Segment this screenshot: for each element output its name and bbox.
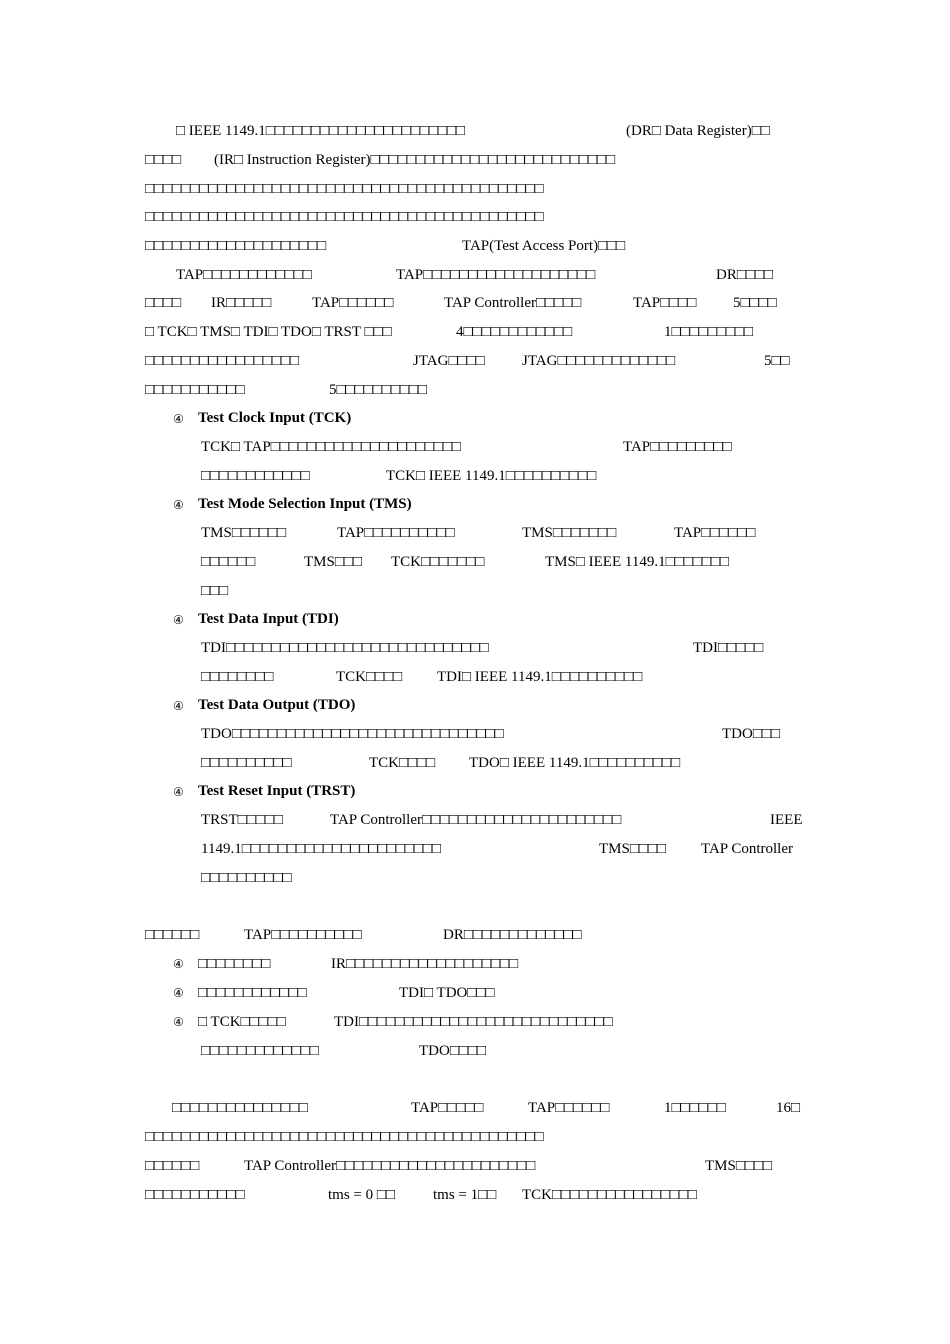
list-item-text: TDI□ TDO□□□ (399, 985, 495, 1001)
signal-line: □□□□□□□□ (201, 669, 274, 685)
signal-line: □□□□□□ (201, 554, 256, 570)
list-bullet-icon: ④ (173, 957, 184, 971)
paragraph-line: TCK□□□□□□□□□□□□□□□□ (522, 1187, 697, 1203)
paragraph-line: 4□□□□□□□□□□□□ (456, 324, 573, 340)
paragraph-line: DR□□□□□□□□□□□□□ (443, 927, 582, 943)
list-item-text: □□□□□□□□□□□□ (198, 985, 307, 1001)
signal-line: TRST□□□□□ (201, 812, 283, 828)
signal-title: Test Data Output (TDO) (198, 697, 356, 713)
paragraph-line: 1□□□□□□ (664, 1100, 726, 1116)
list-bullet-icon: ④ (173, 986, 184, 1000)
paragraph-line: tms = 0 □□ (328, 1187, 396, 1203)
paragraph-line: □□□□□□□□□□□□□□□□□□□□□□□□□□□□□□□□□□□□□□□□□□□□ (145, 181, 544, 197)
signal-line: TAP□□□□□□□□□ (623, 439, 732, 455)
signal-title: Test Data Input (TDI) (198, 611, 339, 627)
signal-line: TDO□□□□□□□□□□□□□□□□□□□□□□□□□□□□□□ (201, 726, 504, 742)
paragraph-line: □□□□□□□□□□□□□□□□□□□□□□□□□□□□□□□□□□□□□□□□□□□□ (145, 209, 544, 225)
paragraph-line: □□□□ (145, 152, 182, 168)
paragraph-line: TAP□□□□□□ (312, 295, 394, 311)
paragraph-line: TAP(Test Access Port)□□□ (462, 238, 626, 254)
signal-line: TCK□□□□ (336, 669, 403, 685)
signal-line: TMS□□□□□□□ (522, 525, 617, 541)
list-item-text: □□□□□□□□□□□□□ (201, 1043, 319, 1059)
paragraph-line: DR□□□□ (716, 267, 774, 283)
signal-title: Test Reset Input (TRST) (198, 783, 356, 799)
list-item-text: TDI□□□□□□□□□□□□□□□□□□□□□□□□□□□□ (334, 1014, 613, 1030)
list-bullet-icon: ④ (173, 498, 184, 512)
paragraph-line: □□□□□□□□□□□□□□□□□□□□□□□□□□□□□□□□□□□□□□□□□□□□ (145, 1129, 544, 1145)
paragraph-line: □□□□□□□□□□□□□□□□□ (145, 353, 300, 369)
paragraph-line: TMS□□□□ (705, 1158, 773, 1174)
list-bullet-icon: ④ (173, 699, 184, 713)
paragraph-line: JTAG□□□□□□□□□□□□□ (522, 353, 676, 369)
signal-line: TAP Controller□□□□□□□□□□□□□□□□□□□□□□ (330, 812, 622, 828)
paragraph-line: TAP□□□□□□ (528, 1100, 610, 1116)
signal-line: TDO□ IEEE 1149.1□□□□□□□□□□ (469, 755, 681, 771)
paragraph-line: TAP□□□□□ (411, 1100, 484, 1116)
signal-line: TAP Controller (701, 841, 793, 857)
signal-line: TMS□□□ (304, 554, 363, 570)
signal-line: TDI□ IEEE 1149.1□□□□□□□□□□ (437, 669, 643, 685)
paragraph-line: TAP□□□□ (633, 295, 697, 311)
signal-line: □□□□□□□□□□□□ (201, 468, 310, 484)
signal-line: □□□□□□□□□□ (201, 755, 292, 771)
paragraph-line: TAP Controller□□□□□□□□□□□□□□□□□□□□□□ (244, 1158, 536, 1174)
list-bullet-icon: ④ (173, 613, 184, 627)
list-item-text: □ TCK□□□□□ (198, 1014, 286, 1030)
paragraph-line: 5□□□□□□□□□□ (329, 382, 428, 398)
list-bullet-icon: ④ (173, 1015, 184, 1029)
signal-line: TMS□□□□□□ (201, 525, 287, 541)
paragraph-line: 5□□□□ (733, 295, 777, 311)
paragraph-line: □ IEEE 1149.1□□□□□□□□□□□□□□□□□□□□□□ (176, 123, 466, 139)
signal-line: 1149.1□□□□□□□□□□□□□□□□□□□□□□ (201, 841, 442, 857)
signal-title: Test Clock Input (TCK) (198, 410, 352, 426)
signal-line: TMS□ IEEE 1149.1□□□□□□□ (545, 554, 729, 570)
paragraph-line: TAP□□□□□□□□□□ (244, 927, 362, 943)
signal-line: TCK□□□□□□□ (391, 554, 485, 570)
paragraph-line: TAP□□□□□□□□□□□□□□□□□□□ (396, 267, 596, 283)
signal-line: IEEE (770, 812, 803, 828)
signal-line: TCK□ TAP□□□□□□□□□□□□□□□□□□□□□ (201, 439, 461, 455)
signal-title: Test Mode Selection Input (TMS) (198, 496, 412, 512)
paragraph-line: □□□□□□□□□□□ (145, 382, 245, 398)
signal-line: TAP□□□□□□ (674, 525, 756, 541)
signal-line: TCK□ IEEE 1149.1□□□□□□□□□□ (386, 468, 597, 484)
paragraph-line: TAP□□□□□□□□□□□□ (176, 267, 312, 283)
signal-line: TCK□□□□ (369, 755, 436, 771)
list-item-text: □□□□□□□□ (198, 956, 271, 972)
list-item-text: IR□□□□□□□□□□□□□□□□□□□ (331, 956, 519, 972)
paragraph-line: □□□□ (145, 295, 182, 311)
list-bullet-icon: ④ (173, 412, 184, 426)
paragraph-line: IR□□□□□ (211, 295, 272, 311)
paragraph-line: 5□□ (764, 353, 790, 369)
paragraph-line: (DR□ Data Register)□□ (626, 123, 770, 139)
signal-line: TDI□□□□□ (693, 640, 764, 656)
paragraph-line: JTAG□□□□ (413, 353, 485, 369)
paragraph-line: □ TCK□ TMS□ TDI□ TDO□ TRST □□□ (145, 324, 392, 340)
paragraph-line: □□□□□□ (145, 927, 200, 943)
signal-line: □□□ (201, 583, 229, 599)
paragraph-line: □□□□□□ (145, 1158, 200, 1174)
paragraph-line: 1□□□□□□□□□ (664, 324, 754, 340)
paragraph-line: TAP Controller□□□□□ (444, 295, 582, 311)
signal-line: TDI□□□□□□□□□□□□□□□□□□□□□□□□□□□□□ (201, 640, 489, 656)
list-item-text: TDO□□□□ (419, 1043, 487, 1059)
paragraph-line: □□□□□□□□□□□□□□□ (172, 1100, 308, 1116)
list-bullet-icon: ④ (173, 785, 184, 799)
signal-line: TAP□□□□□□□□□□ (337, 525, 455, 541)
signal-line: TMS□□□□ (599, 841, 667, 857)
signal-line: TDO□□□ (722, 726, 781, 742)
paragraph-line: 16□ (776, 1100, 801, 1116)
paragraph-line: (IR□ Instruction Register)□□□□□□□□□□□□□□□□□□□□□□□□□□□ (214, 152, 616, 168)
paragraph-line: □□□□□□□□□□□□□□□□□□□□ (145, 238, 327, 254)
signal-line: □□□□□□□□□□ (201, 870, 292, 886)
paragraph-line: tms = 1□□ (433, 1187, 497, 1203)
paragraph-line: □□□□□□□□□□□ (145, 1187, 245, 1203)
